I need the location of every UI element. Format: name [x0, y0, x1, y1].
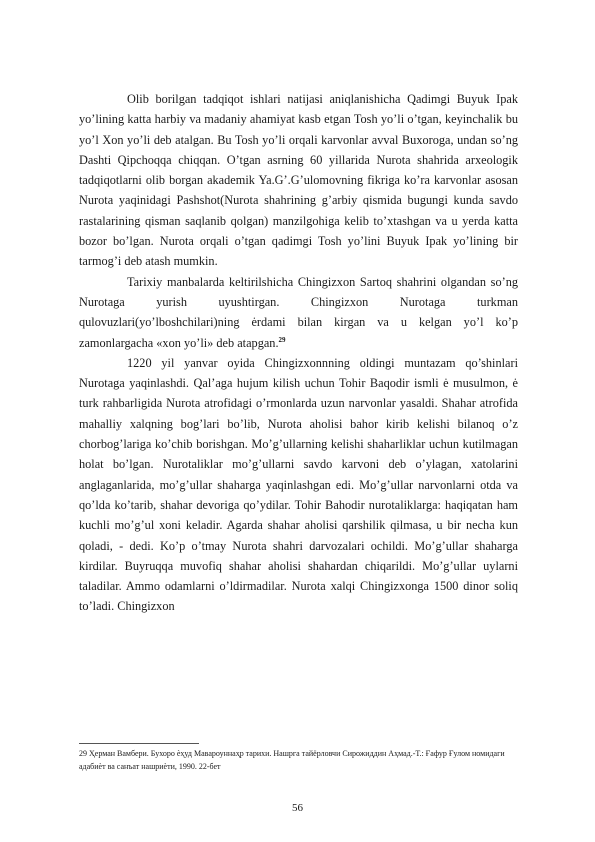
- footnote: 29 Ҳерман Вамбери. Бухоро ѐҳуд Мавароуннаҳр тарихи. Нашрга тайёрловчи Сирожиддин Аҳмад.-Т.: Ғафур Ғулом номидаги адабиѐт ва санъат нашриѐти, 1990. 22-бет: [79, 749, 505, 771]
- paragraph-2: Tarixiy manbalarda keltirilshicha Chingizxon Sartoq shahrini olgandan so’ng Nurotaga yurish uyushtirgan. Chingizxon Nurotaga turkman qulovuzlari(yo’lboshchilari)ning ėrdami bilan kirgan va u kelgan yo’l ko’p zamonlargacha «xon yo’li» deb atapgan.$^{29}$: [79, 274, 518, 350]
- paragraph-3: 1220 yil yanvar oyida Chingizxonnning oldingi muntazam qo’shinlari Nurotaga yaqinlashdi. Qal’aga hujum kilish uchun Tohir Baqodir ismli ė musulmon, ė turk rahbarligida Nurota atrofidagi o’rmonlarda uzun narvonlar yasaldi. Shahar atrofida mahalliy xalqning bog’lari bo’lib, Nurota aholisi bahor kirib kelishi bilanoq o’z chorbog’lariga ko’chib borishgan. Mo’g’ullarning kelishi shaharliklar uchun kutilmagan holat bo’lgan. Nurotaliklar mo’g’ullarni savdo karvoni deb o’ylagan, xatolarini anglaganlarida, mo’g’ullar shaharga yaqinlashgan edi. Mo’g’ullar narvonlarni otda va qo’lda ko’tarib, shahar devoriga qo’ydilar. Tohir Bahodir nurotaliklarga: haqiqatan ham kuchli mo’g’ul xoni keladir. Agarda shahar aholisi qarshilik qilmasa, u bir necha kun qoladi, - dedi. Ko’p o’tmay Nurota shahri darvozalari ochildi. Mo’g’ullar shaharga kirdilar. Buyruqqa muvofiq shahar aholisi shahardan chiqarildi. Mo’g’ullar uylarni taladilar. Ammo odamlarni o’ldirmadilar. Nurota xalqi Chingizxonga 1500 dinor soliq to’ladi. Chingizxon: [79, 355, 518, 614]
- body-text: [79, 89, 518, 617]
- page-number: 56: [292, 802, 303, 814]
- footnote-ref[interactable]: 29: [278, 335, 286, 344]
- paragraph-1: Olib borilgan tadqiqot ishlari natijasi aniqlanishicha Qadimgi Buyuk Ipak yo’lining katta harbiy va madaniy ahamiyat kasb etgan Tosh yo’li o’tgan, keyinchalik bu yo’l Xon yo’li deb atalgan. Bu Tosh yo’li orqali karvonlar avval Buxoroga, undan so’ng Dashti Qipchoqqa chiqqan. O’tgan asrning 60 yillarida Nurota shahrida arxeologik tadqiqotlarni olib borgan akademik Ya.G’.G’ulomovning fikriga ko’ra karvonlar asosan Nurota yaqinidagi Pashshot(Nurota shahrining g’arbiy qismida bugungi kunda savdo rastalarining qisman saqlanib qolgan) manzilgohiga kelib to’xtashgan va u yerda katta bozor bo’lgan. Nurota orqali o’tgan qadimgi Tosh yo’lini Buyuk Ipak yo’lining bir tarmog’i deb atash mumkin.: [79, 92, 518, 269]
- footnote-divider: [79, 743, 199, 744]
